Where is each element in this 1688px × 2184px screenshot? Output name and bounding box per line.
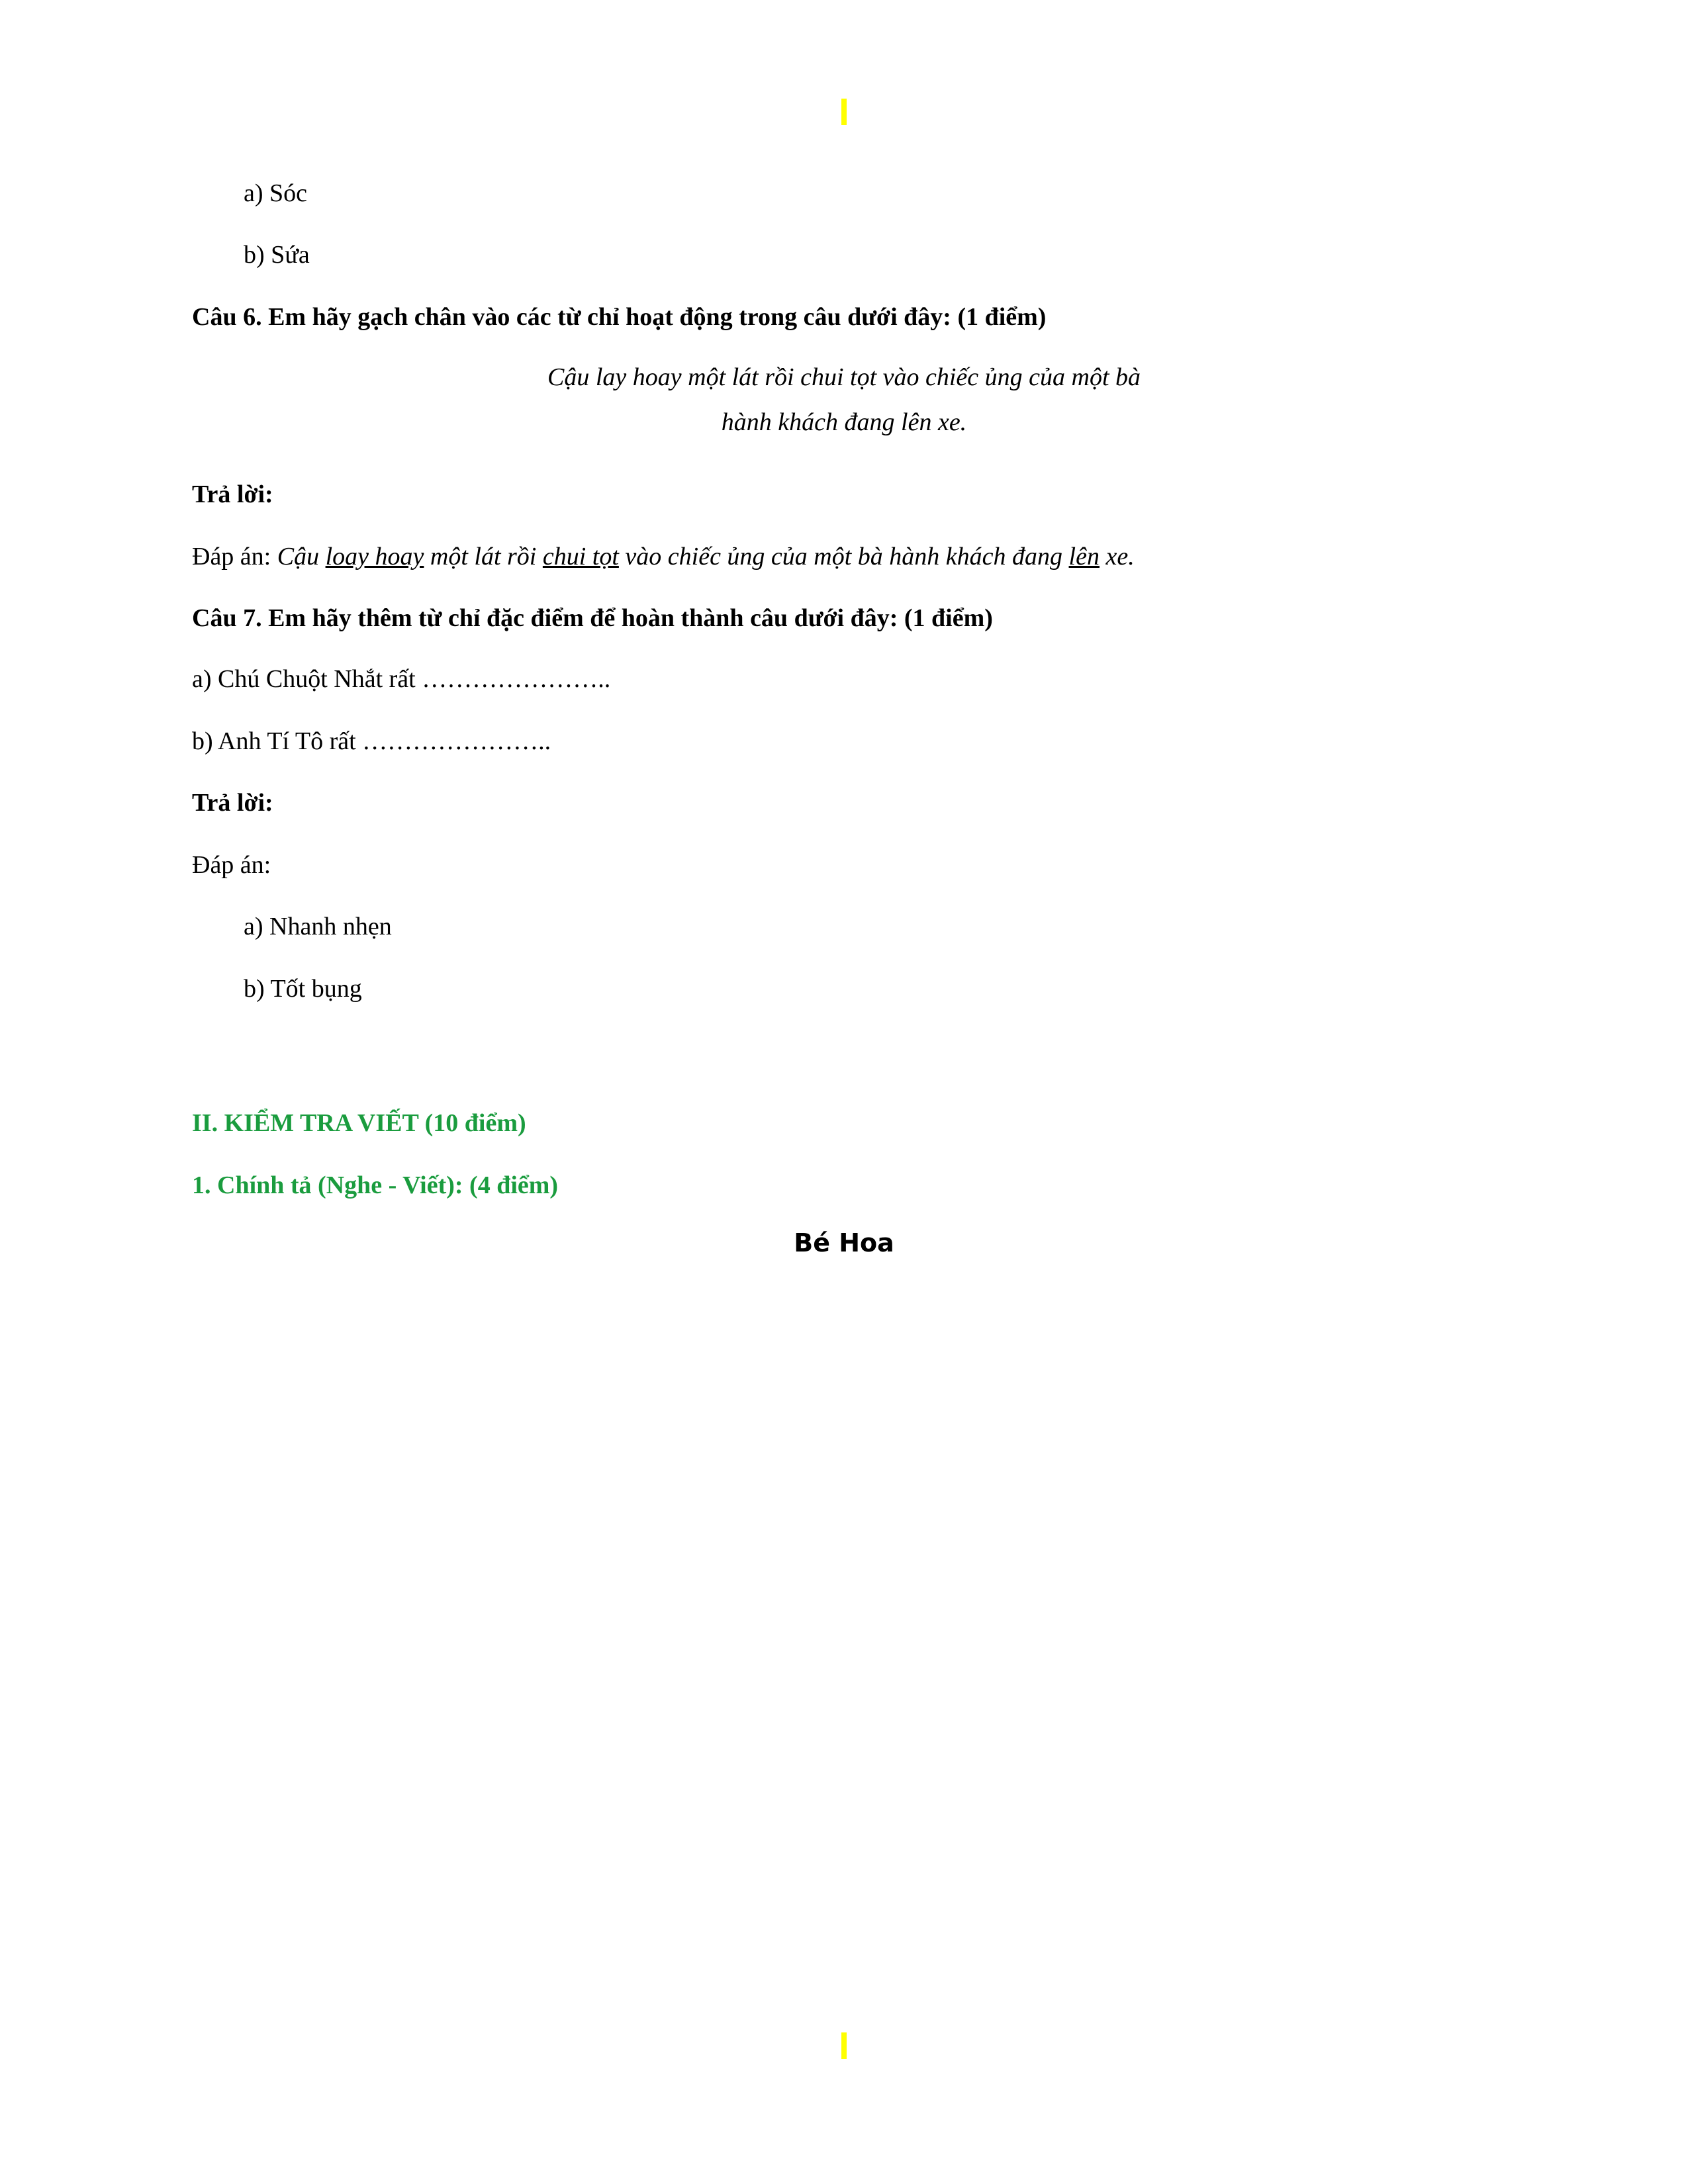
document-body <box>192 126 1496 1258</box>
footer-notice-text <box>841 2032 847 2059</box>
answer-7-option-a: a) Nhanh nhẹn <box>244 913 392 941</box>
answer-6-underline-2: chui tọt <box>542 542 619 570</box>
question-6-quote-line-2: hành khách đang lên xe. <box>721 408 967 436</box>
answer-label-question-6: Trả lời: <box>192 480 273 509</box>
header-notice-banner <box>192 0 1496 126</box>
answer-option-a-top: a) Sóc <box>244 179 308 207</box>
section-spacer <box>192 1030 1496 1103</box>
section-heading-writing-test: II. KIỂM TRA VIẾT (10 điểm) <box>192 1109 526 1138</box>
answer-question-6 <box>192 537 1496 578</box>
header-notice-text <box>841 99 847 125</box>
answer-6-part-2: một lát rồi <box>424 542 543 570</box>
answer-6-underline-1: loay hoay <box>325 542 424 570</box>
answer-7-label: Đáp án: <box>192 850 271 879</box>
question-6-heading: Câu 6. Em hãy gạch chân vào các từ chỉ hoạt động trong câu dưới đây: (1 điểm) <box>192 302 1047 331</box>
answer-6-part-3: vào chiếc ủng của một bà hành khách đang <box>618 542 1069 570</box>
answer-option-b-top: b) Sứa <box>244 241 310 269</box>
answer-6-prefix: Đáp án: <box>192 542 277 570</box>
answer-6-underline-3: lên <box>1068 542 1100 570</box>
question-6-quote-line-1: Cậu lay hoay một lát rồi chui tọt vào chiếc ủng của một bà <box>547 363 1141 392</box>
question-7-option-b: b) Anh Tí Tô rất ………………….. <box>192 727 551 755</box>
answer-label-question-7: Trả lời: <box>192 789 273 817</box>
question-7-heading: Câu 7. Em hãy thêm từ chỉ đặc điểm để hoàn thành câu dưới đây: (1 điểm) <box>192 604 993 633</box>
question-7-option-a: a) Chú Chuột Nhắt rất ………………….. <box>192 664 611 693</box>
dictation-title: Bé Hoa <box>794 1228 894 1258</box>
answer-7-option-b: b) Tốt bụng <box>244 974 362 1003</box>
subsection-heading-dictation: 1. Chính tả (Nghe - Viết): (4 điểm) <box>192 1171 559 1199</box>
answer-6-part-4: xe. <box>1099 542 1135 570</box>
answer-6-part-1: Cậu <box>277 542 326 570</box>
footer-notice-banner <box>0 2034 1688 2058</box>
